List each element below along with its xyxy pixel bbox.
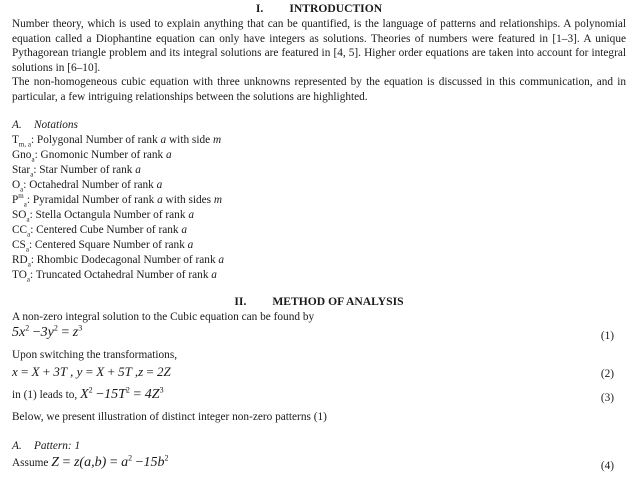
notation-description: : Centered Cube Number of rank: [30, 223, 182, 236]
subsection-number: A.: [12, 118, 22, 131]
notation-symbol: SO: [12, 208, 27, 221]
notation-symbol: O: [12, 178, 21, 191]
notation-symbol: Gno: [12, 148, 32, 161]
paper-page: [12, 0, 626, 476]
subsection-title: Notations: [34, 118, 78, 131]
notation-symbol: P: [12, 193, 19, 206]
notation-subscript: m, a: [18, 139, 31, 148]
intro-paragraph-2: The non-homogeneous cubic equation with three unknowns represented by the equation is discussed in this communication, and in particular, a few intriguing relationships between the solutions are highlighted.: [12, 76, 626, 103]
subsection-title: Pattern: 1: [34, 440, 81, 453]
equation-row-4: [12, 454, 626, 476]
notation-symbol: T: [12, 133, 19, 146]
notation-rank: a: [211, 268, 217, 281]
intro-paragraph-1: Number theory, which is used to explain anything that can be quantified, is the language of patterns and relationships. A polynomial equation called a Diophantine equation can only have integers as solutions. Theories of numbers were featured in [1–3]. A unique Pythagorean triangle problem and its integral solutions are featured in [4, 5]. Higher order equations are taken into account for integral solutions in [6–10].: [12, 18, 626, 74]
notation-symbol: CC: [12, 223, 28, 236]
equation-number: (2): [600, 367, 614, 380]
notation-description: : Truncated Octahedral Number of rank: [29, 268, 212, 281]
notation-symbol: TO: [12, 268, 27, 281]
notation-description: : Gnomonic Number of rank: [34, 148, 167, 161]
notation-rank: a: [218, 253, 225, 266]
notation-subscript: a: [31, 154, 35, 163]
notation-rank: a: [157, 193, 163, 206]
notation-description-tail: with sides: [162, 193, 214, 206]
equation-3-lead: in (1) leads to,: [12, 388, 78, 401]
notation-rank: a: [187, 238, 194, 251]
notation-subscript: a: [25, 244, 29, 253]
equation-2: x = X + 3T , y = X + 5T ,z = 2Z: [12, 363, 171, 379]
notation-item: [12, 148, 626, 163]
section-title: INTRODUCTION: [289, 2, 383, 15]
notation-subscript: a: [20, 184, 24, 193]
method-paragraph-2: Upon switching the transformations,: [12, 349, 178, 362]
notation-item: [12, 238, 626, 253]
method-paragraph-3: Below, we present illustration of distinct integer non-zero patterns (1): [12, 410, 327, 423]
notation-rank: a: [156, 178, 163, 191]
notation-list: [12, 133, 626, 283]
notation-description: : Polygonal Number of rank: [30, 133, 161, 146]
notation-rank: a: [160, 133, 167, 146]
subsection-number: A.: [12, 440, 22, 453]
subsection-heading-pattern: [12, 439, 626, 454]
notation-description: : Octahedral Number of rank: [23, 178, 157, 191]
notation-subscript: a: [27, 229, 31, 238]
notation-item: [12, 193, 626, 208]
notation-symbol: Star: [12, 163, 31, 176]
notation-description: : Centered Square Number of rank: [28, 238, 188, 251]
notation-item: [12, 268, 626, 283]
equation-row-2: [12, 363, 626, 385]
notation-rank: a: [188, 208, 194, 221]
notation-superscript: m: [18, 191, 24, 200]
notation-item: [12, 223, 626, 238]
notation-description: : Rhombic Dodecagonal Number of rank: [30, 253, 219, 266]
equation-number: (3): [600, 391, 614, 404]
notation-item: [12, 163, 626, 178]
subsection-heading-notations: [12, 118, 626, 133]
notation-side: m: [212, 133, 222, 146]
section-number: I.: [255, 2, 264, 15]
notation-symbol: RD: [12, 253, 28, 266]
method-paragraph-1: A non-zero integral solution to the Cubic equation can be found by: [12, 310, 315, 323]
equation-row-1: [12, 324, 626, 347]
equation-3: $X^2 -15T^2 = 4Z^3$: [80, 385, 164, 402]
notation-description: : Star Number of rank: [33, 163, 136, 176]
notation-side: m: [213, 193, 223, 206]
notation-rank: a: [166, 148, 172, 161]
notation-description: : Pyramidal Number of rank: [26, 193, 158, 206]
notation-rank: a: [181, 223, 188, 236]
equation-number: (1): [600, 330, 614, 343]
notation-item: [12, 133, 626, 148]
equation-1: $5x^2 -3y^2 = z^3$: [12, 323, 83, 341]
notation-description-tail: with side: [166, 133, 213, 146]
notation-subscript: a: [23, 199, 27, 208]
notation-item: [12, 253, 626, 268]
notation-subscript: a: [27, 259, 31, 268]
equation-4-lead: Assume: [12, 457, 49, 470]
section-number: II.: [234, 294, 247, 308]
notation-subscript: a: [30, 169, 34, 178]
notation-item: [12, 208, 626, 223]
notation-subscript: a: [26, 274, 30, 283]
equation-number: (4): [600, 460, 614, 473]
notation-item: [12, 178, 626, 193]
equation-4: $Z = z(a,b) = a^2 -15b^2$: [51, 453, 169, 471]
equation-row-3: [12, 385, 626, 410]
section-heading-introduction: [12, 2, 626, 17]
notation-description: : Stella Octangula Number of rank: [29, 208, 189, 221]
notation-subscript: a: [26, 214, 30, 223]
notation-symbol: CS: [12, 238, 26, 251]
section-title: METHOD OF ANALYSIS: [272, 294, 404, 308]
section-heading-method: [12, 295, 626, 310]
notation-rank: a: [135, 163, 141, 176]
